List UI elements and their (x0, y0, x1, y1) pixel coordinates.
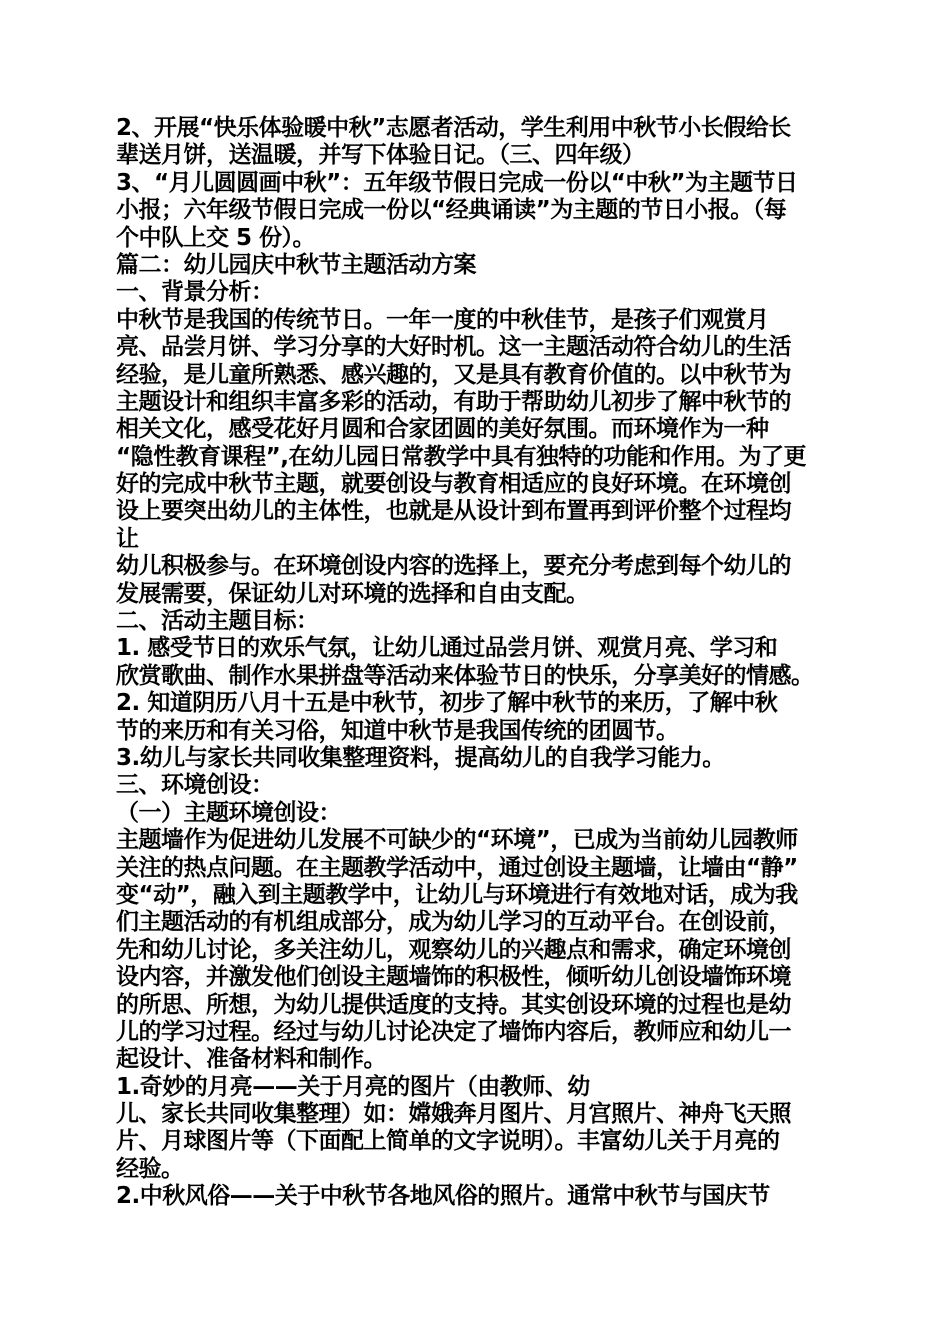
text-line: 让 (116, 525, 139, 552)
text-line: 变“动”，融入到主题教学中，让幼儿与环境进行有效地对话，成为我 (116, 881, 798, 908)
text-line: 2.中秋风俗——关于中秋节各地风俗的照片。通常中秋节与国庆节 (116, 1183, 770, 1210)
text-line: 设内容，并激发他们创设主题墙饰的积极性，倾听幼儿创设墙饰环境 (116, 964, 791, 991)
text-line: 3、“月儿圆圆画中秋”：五年级节假日完成一份以“中秋”为主题节日 (116, 169, 798, 196)
text-line: 经验。 (116, 1155, 184, 1182)
text-line: 辈送月饼，送温暖，并写下体验日记。（三、四年级） (116, 142, 645, 169)
text-line: 2. 知道阴历八月十五是中秋节，初步了解中秋节的来历，了解中秋 (116, 690, 778, 717)
text-line: 发展需要，保证幼儿对环境的选择和自由支配。 (116, 580, 589, 607)
text-line: 先和幼儿讨论，多关注幼儿，观察幼儿的兴趣点和需求，确定环境创 (116, 936, 791, 963)
text-line: 儿的学习过程。经过与幼儿讨论决定了墙饰内容后，教师应和幼儿一 (116, 1018, 791, 1045)
text-line: 中秋节是我国的传统节日。一年一度的中秋佳节，是孩子们观赏月 (116, 306, 769, 333)
text-line: 欣赏歌曲、制作水果拼盘等活动来体验节日的快乐，分享美好的情感。 (116, 662, 814, 689)
text-line: 1. 感受节日的欢乐气氛，让幼儿通过品尝月饼、观赏月亮、学习和 (116, 635, 778, 662)
text-line: 个中队上交 5 份）。 (116, 224, 316, 251)
section-heading: 二、活动主题目标： (116, 608, 319, 635)
text-line: 关注的热点问题。在主题教学活动中，通过创设主题墙，让墙由“静” (116, 854, 798, 881)
section-heading: 篇二：幼儿园庆中秋节主题活动方案 (116, 251, 476, 278)
text-line: “隐性教育课程”,在幼儿园日常教学中具有独特的功能和作用。为了更 (116, 443, 806, 470)
text-line: 起设计、准备材料和制作。 (116, 1046, 386, 1073)
text-line: 1.奇妙的月亮——关于月亮的图片（由教师、幼 (116, 1073, 590, 1100)
text-line: 亮、品尝月饼、学习分享的大好时机。这一主题活动符合幼儿的生活 (116, 334, 791, 361)
text-line: 小报；六年级节假日完成一份以“经典诵读”为主题的节日小报。（每 (116, 197, 787, 224)
text-line: 节的来历和有关习俗，知道中秋节是我国传统的团圆节。 (116, 717, 679, 744)
section-heading: （一）主题环境创设： (116, 799, 341, 826)
text-line: 片、月球图片等（下面配上简单的文字说明）。丰富幼儿关于月亮的 (116, 1128, 780, 1155)
text-line: 相关文化，感受花好月圆和合家团圆的美好氛围。而环境作为一种 (116, 416, 769, 443)
text-line: 好的完成中秋节主题，就要创设与教育相适应的良好环境。在环境创 (116, 471, 791, 498)
text-line: 主题设计和组织丰富多彩的活动，有助于帮助幼儿初步了解中秋节的 (116, 388, 791, 415)
text-line: 幼儿积极参与。在环境创设内容的选择上，要充分考虑到每个幼儿的 (116, 553, 791, 580)
text-line: 2、开展“快乐体验暖中秋”志愿者活动，学生利用中秋节小长假给长 (116, 115, 791, 141)
text-line: 的所思、所想，为幼儿提供适度的支持。其实创设环境的过程也是幼 (116, 991, 791, 1018)
text-line: 儿、家长共同收集整理）如：嫦娥奔月图片、月宫照片、神舟飞天照 (116, 1101, 791, 1128)
text-line: 主题墙作为促进幼儿发展不可缺少的“环境”，已成为当前幼儿园教师 (116, 827, 798, 854)
text-line: 3.幼儿与家长共同收集整理资料，提高幼儿的自我学习能力。 (116, 744, 725, 771)
text-line: 们主题活动的有机组成部分，成为幼儿学习的互动平台。在创设前， (116, 909, 791, 936)
text-line: 设上要突出幼儿的主体性，也就是从设计到布置再到评价整个过程均 (116, 498, 791, 525)
section-heading: 三、环境创设： (116, 772, 274, 799)
text-line: 经验，是儿童所熟悉、感兴趣的，又是具有教育价值的。以中秋节为 (116, 361, 791, 388)
section-heading: 一、背景分析： (116, 279, 274, 306)
